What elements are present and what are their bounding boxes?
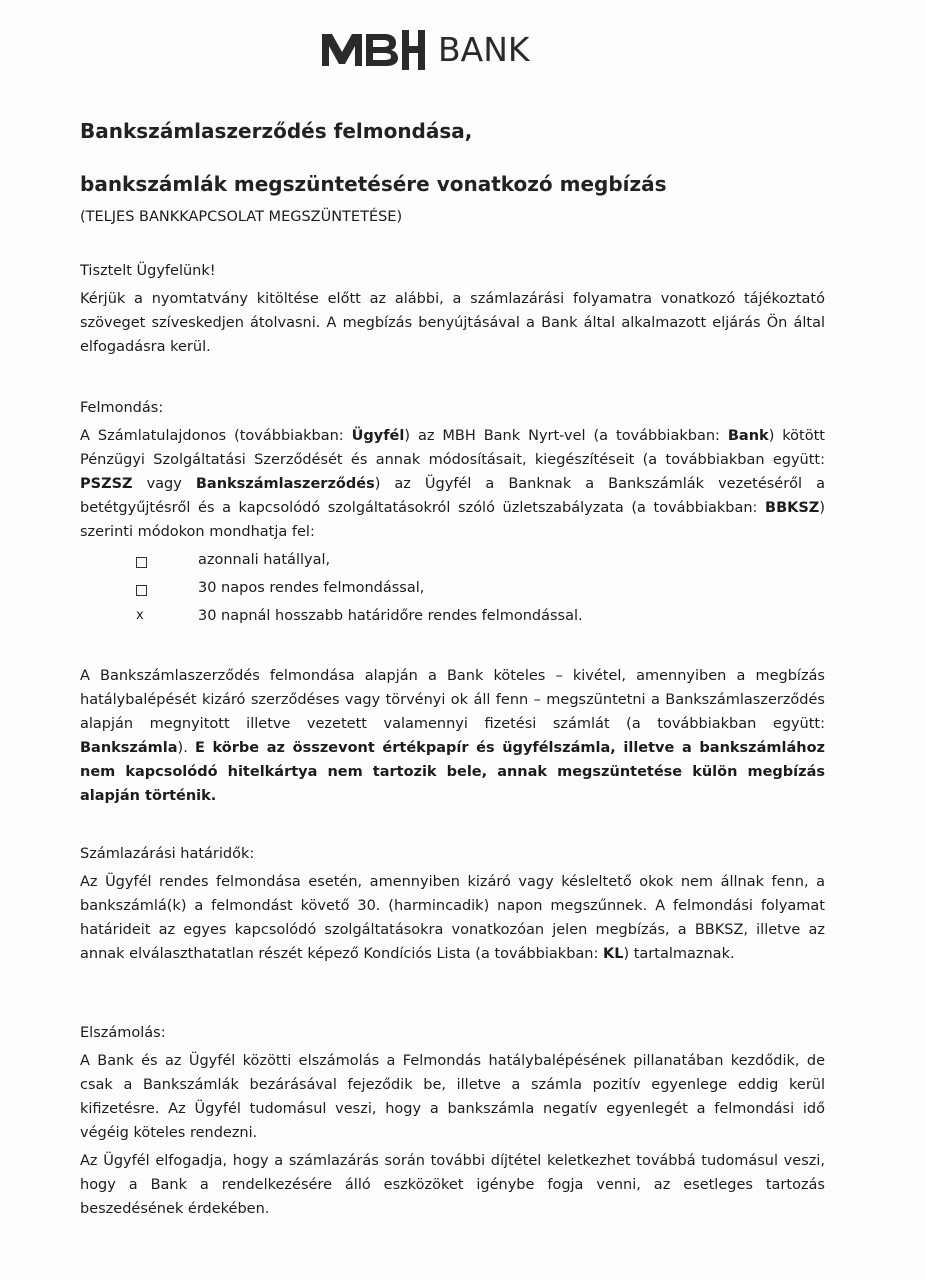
greeting: Tisztelt Ügyfelünk! — [80, 263, 216, 279]
option-30-days[interactable] — [136, 580, 424, 600]
intro-paragraph: Kérjük a nyomtatvány kitöltése előtt az alábbi, a számlazárási folyamatra vonatkozó tájékoztató szöveget szíveskedjen átolvasni. A megbízás benyújtásával a Bank által alkalmazott eljárás Ön által elfogadásra kerül. — [80, 291, 825, 355]
mbh-bank-logo — [318, 26, 530, 72]
mbh-logo-icon — [318, 26, 430, 72]
option-immediate[interactable] — [136, 552, 330, 572]
felmondas-paragraph: A Számlatulajdonos (továbbiakban: Ügyfél) az MBH Bank Nyrt-vel (a továbbiakban: Bank) kötött Pénzügyi Szolgáltatási Szerződését és annak módosításait, kiegészítéseit (a továbbiakban együtt: PSZSZ vagy Bankszámlaszerződés) az Ügyfél a Banknak a Bankszámlák vezetéséről a betétgyűjtésről és a kapcsolódó szolgáltatásokról szóló üzletszabályzata (a továbbiakban: BBKSZ) szerinti módokon mondhatja fel: — [80, 428, 825, 540]
hataridok-heading: Számlazárási határidők: — [80, 846, 255, 862]
document-subtitle: (TELJES BANKKAPCSOLAT MEGSZÜNTETÉSE) — [80, 209, 403, 225]
document-title-line1: Bankszámlaszerződés felmondása, — [80, 119, 473, 143]
document-title-line2: bankszámlák megszüntetésére vonatkozó megbízás — [80, 172, 667, 196]
option-longer-x-mark[interactable]: x — [136, 608, 144, 623]
option-longer-than-30-days[interactable] — [136, 608, 583, 624]
elszamolas-paragraph-1: A Bank és az Ügyfél közötti elszámolás a Felmondás hatálybalépésének pillanatában kezdődik, de csak a Bankszámlák bezárásával fejeződik be, illetve a számla pozitív egyenlege eddig kerül kifizetésre. Az Ügyfél tudomásul veszi, hogy a bankszámla negatív egyenlegét a felmondási idő végéig köteles rendezni. — [80, 1053, 825, 1141]
felmondas-heading: Felmondás: — [80, 400, 164, 416]
option-immediate-label: azonnali hatállyal, — [198, 552, 331, 568]
elszamolas-heading: Elszámolás: — [80, 1025, 166, 1041]
bankszamla-paragraph: A Bankszámlaszerződés felmondása alapján a Bank köteles – kivétel, amennyiben a megbízás hatálybalépését kizáró szerződéses vagy törvényi ok áll fenn – megszüntetni a Bankszámlaszerződés alapján megnyitott illetve vezetett valamennyi fizetési számlát (a továbbiakban együtt: Bankszámla). E körbe az összevont értékpapír és ügyfélszámla, illetve a bankszámlához nem kapcsolódó hitelkártya nem tartozik bele, annak megszüntetése külön megbízás alapján történik. — [80, 668, 825, 804]
hataridok-paragraph: Az Ügyfél rendes felmondása esetén, amennyiben kizáró vagy késleltető okok nem állnak fenn, a bankszámlá(k) a felmondást követő 30. (harmincadik) napon megszűnnek. A felmondási folyamat határideit az egyes kapcsolódó szolgáltatásokra vonatkozóan jelen megbízás, a BBKSZ, illetve az annak elválaszthatatlan részét képező Kondíciós Lista (a továbbiakban: KL) tartalmaznak. — [80, 874, 825, 962]
elszamolas-paragraph-2: Az Ügyfél elfogadja, hogy a számlazárás során további díjtétel keletkezhet továbbá tudomásul veszi, hogy a Bank a rendelkezésére álló eszközöket igénybe fogja venni, az esetleges tartozás beszedésének érdekében. — [80, 1153, 825, 1217]
option-longer-label: 30 napnál hosszabb határidőre rendes felmondással. — [198, 608, 583, 624]
option-30-days-label: 30 napos rendes felmondással, — [198, 580, 425, 596]
option-30-days-checkbox[interactable] — [136, 585, 147, 596]
option-immediate-checkbox[interactable] — [136, 557, 147, 568]
logo-bank-text: BANK — [438, 29, 530, 69]
